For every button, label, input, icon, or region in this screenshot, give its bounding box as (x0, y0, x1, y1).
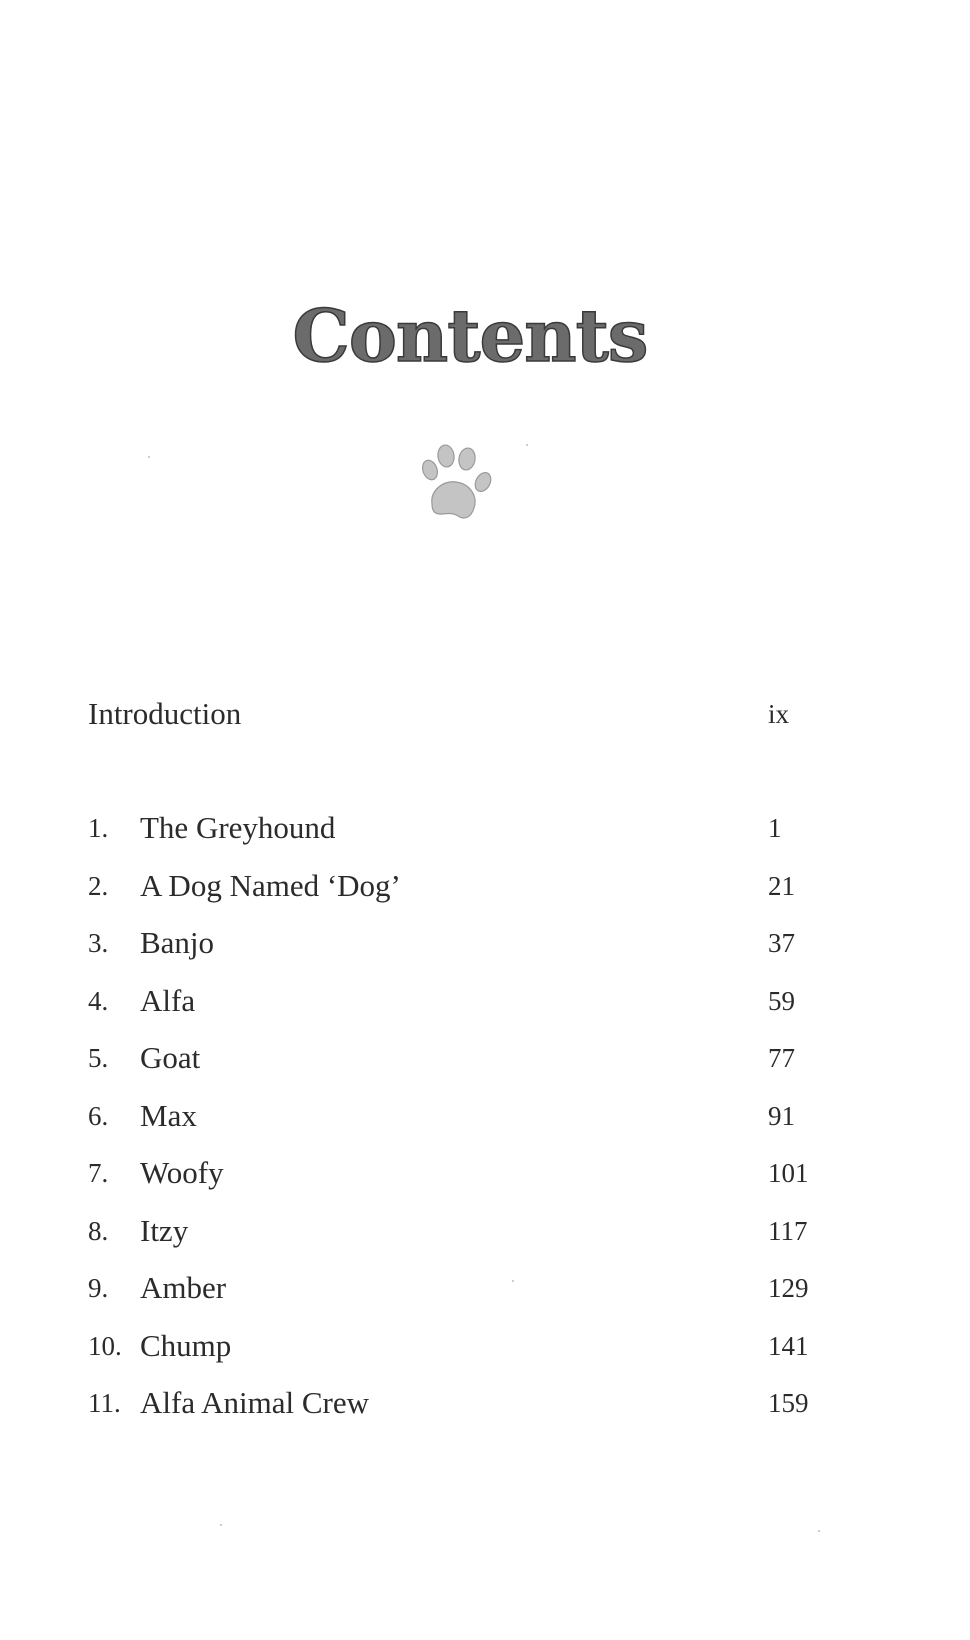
toc-entry-title: Goat (140, 1040, 201, 1075)
toc-entry-chapter[interactable] (88, 866, 848, 906)
toc-entry-page: 21 (768, 871, 795, 901)
toc-entry-title: Alfa (140, 983, 196, 1018)
toc-entry-number: 9. (88, 1273, 109, 1303)
toc-entry-title: Itzy (140, 1213, 189, 1248)
toc-entry-page: 159 (768, 1388, 809, 1418)
toc-entry-number: 10. (88, 1331, 122, 1361)
toc-entry-title: Banjo (140, 925, 215, 960)
toc-entry-title: A Dog Named ‘Dog’ (140, 868, 401, 903)
toc-entry-number: 11. (88, 1388, 121, 1418)
paper-speck (526, 444, 528, 446)
toc-entry-page: 37 (768, 928, 795, 958)
toc-entry-page: 91 (768, 1101, 795, 1131)
toc-entry-chapter[interactable] (88, 1153, 848, 1193)
toc-entry-title: Woofy (140, 1155, 224, 1190)
toc-entry-title: Amber (140, 1270, 227, 1305)
toc-entry-title: The Greyhound (140, 810, 336, 845)
toc-entry-page: 117 (768, 1216, 808, 1246)
toc-entry-number: 3. (88, 928, 109, 958)
toc-entry-page: 141 (768, 1331, 809, 1361)
toc-entry-introduction[interactable] (88, 694, 848, 734)
toc-entry-chapter[interactable] (88, 1211, 848, 1251)
paper-speck (818, 1530, 820, 1532)
toc-entry-title: Chump (140, 1328, 232, 1363)
toc-entry-number: 5. (88, 1043, 109, 1073)
toc-entry-chapter[interactable] (88, 923, 848, 963)
toc-entry-title: Max (140, 1098, 197, 1133)
toc-entry-page: 1 (768, 813, 782, 843)
toc-entry-chapter[interactable] (88, 1038, 848, 1078)
toc-entry-chapter[interactable] (88, 808, 848, 848)
toc-entry-page: 59 (768, 986, 795, 1016)
toc-entry-page: 77 (768, 1043, 795, 1073)
toc-entry-page: 101 (768, 1158, 809, 1188)
toc-entry-chapter[interactable] (88, 981, 848, 1021)
paper-speck (220, 1524, 222, 1526)
paw-print-icon (418, 442, 496, 524)
toc-entry-number: 7. (88, 1158, 109, 1188)
toc-entry-page: 129 (768, 1273, 809, 1303)
toc-entry-number: 4. (88, 986, 109, 1016)
toc-entry-chapter[interactable] (88, 1096, 848, 1136)
toc-entry-title: Alfa Animal Crew (140, 1385, 370, 1420)
toc-entry-number: 2. (88, 871, 109, 901)
toc-entry-number: 1. (88, 813, 109, 843)
toc-entry-number: 6. (88, 1101, 109, 1131)
toc-entry-chapter[interactable] (88, 1326, 848, 1366)
toc-entry-number: 8. (88, 1216, 109, 1246)
paper-speck (512, 1280, 514, 1282)
toc-entry-page: ix (768, 699, 790, 729)
toc-entry-chapter[interactable] (88, 1268, 848, 1308)
page-title: Contents (292, 293, 648, 378)
toc-entry-chapter[interactable] (88, 1383, 848, 1423)
toc-entry-title: Introduction (88, 696, 242, 731)
paper-speck (148, 456, 150, 458)
